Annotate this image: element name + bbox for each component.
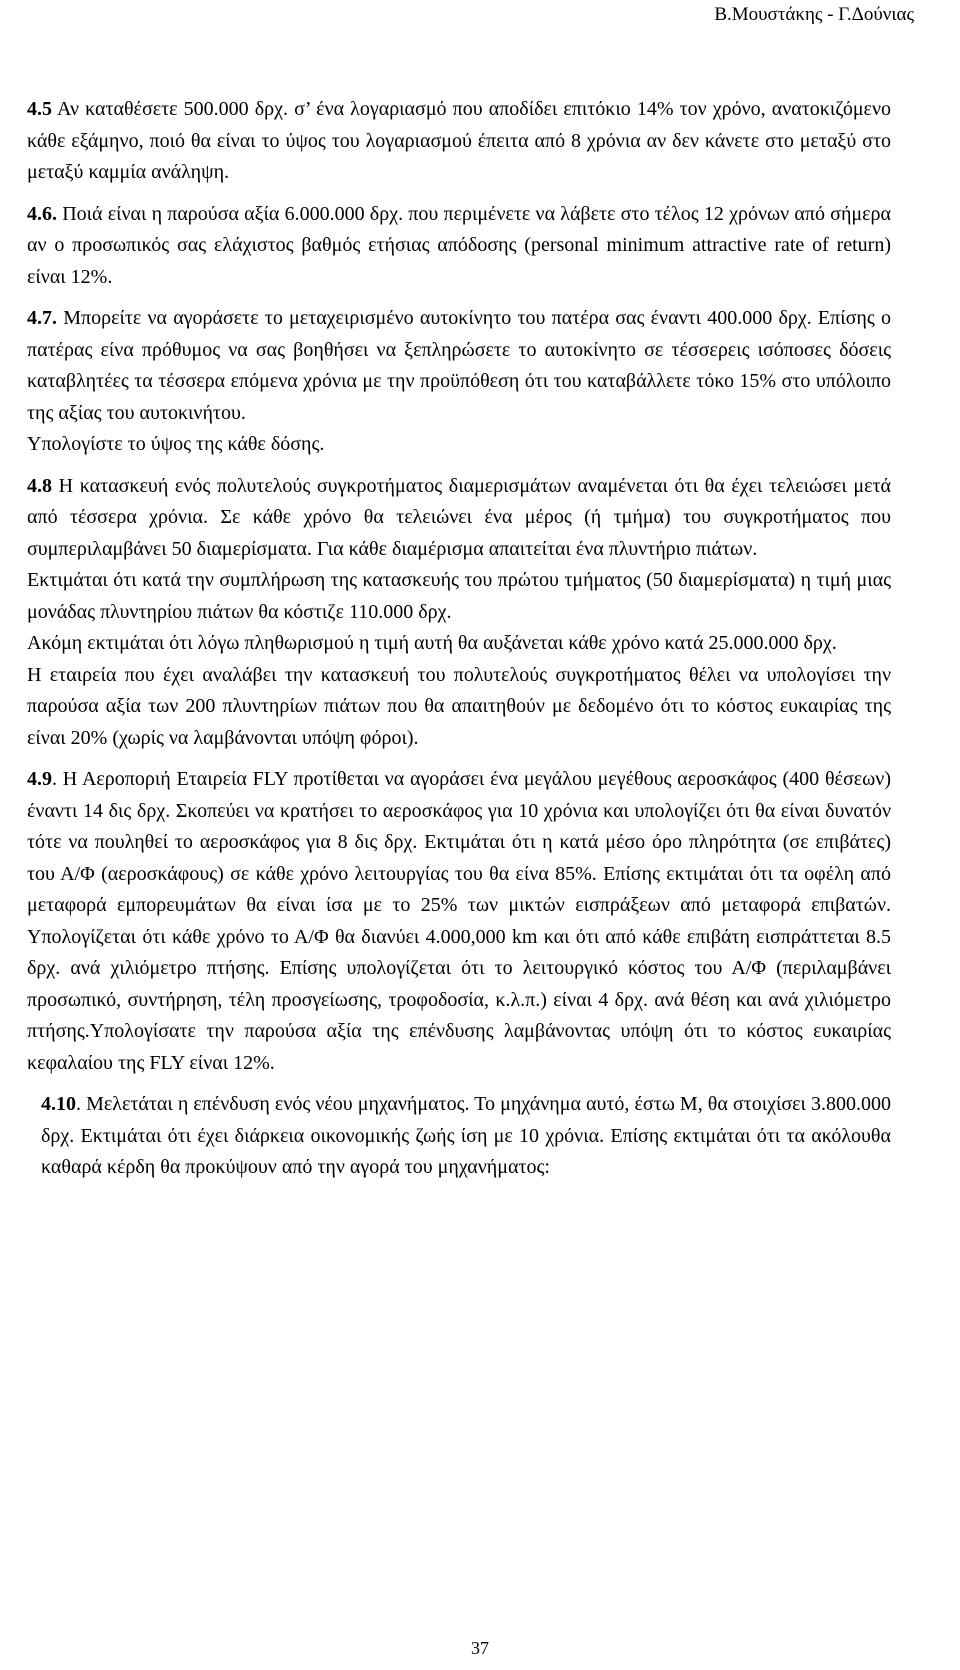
problem-text: Μπορείτε να αγοράσετε το μεταχειρισμένο αυτοκίνητο του πατέρα σας έναντι 400.000 δρχ. Επίσης ο πατέρας είνα πρόθυμος να σας βοηθήσει να ξεπληρώσετε το αυτοκίνητο σε τέσσερεις ισόποσες δόσεις καταβλητέες τα τέσσερα επόμενα χρόνια με την προϋπόθεση ότι του καταβάλλετε τόκο 15% στο υπόλοιπο της αξίας του αυτοκινήτου. <box>27 307 891 424</box>
problem-4-8 <box>27 471 891 566</box>
problem-4-10 <box>27 1089 891 1184</box>
problem-number: 4.6. <box>27 202 57 225</box>
problem-4-7 <box>27 303 891 429</box>
problem-text: . Η Αεροποριή Εταιρεία FLY προτίθεται να αγοράσει ένα μεγάλου μεγέθους αεροσκάφος (400 θέσεων) έναντι 14 δις δρχ. Σκοπεύει να κρατήσει το αεροσκάφος για 10 χρόνια και υπολογίζει ότι θα είναι δυνατόν τότε να πουληθεί το αεροσκάφος για 8 δις δρχ. Εκτιμάται ότι η κατά μέσο όρο πληρότητα (σε επιβάτες) του Α/Φ (αεροσκάφους) σε κάθε χρόνο λειτουργίας του θα είνα 85%. Επίσης εκτιμάται ότι τα οφέλη από μεταφορά εμπορευμάτων θα είναι ίσα με το 25% των μικτών εισπράξεων από μεταφορά επιβατών. Υπολογίζεται ότι κάθε χρόνο το Α/Φ θα διανύει 4.000,000 km και ότι από κάθε επιβάτη εισπράττεται 8.5 δρχ. ανά χιλιόμετρο πτήσης. Επίσης υπολογίζεται ότι το λειτουργικό κόστος του Α/Φ (περιλαμβάνει προσωπικό, συντήρηση, τέλη προσγείωσης, τροφοδοσία, κ.λ.π.) είναι 4 δρχ. ανά θέση και ανά χιλιόμετρο πτήσης.Υπολογίσατε την παρούσα αξία της επένδυσης λαμβάνοντας υπόψη ότι το κόστος ευκαιρίας κεφαλαίου της FLY είναι 12%. <box>27 768 891 1074</box>
document-body <box>27 94 891 1194</box>
problem-4-8-text-3: Ακόμη εκτιμάται ότι λόγω πληθωρισμού η τιμή αυτή θα αυξάνεται κάθε χρόνο κατά 25.000.000 δρχ. <box>27 632 837 654</box>
page-header-authors: Β.Μουστάκης - Γ.Δούνιας <box>714 4 914 25</box>
problem-4-7-question: Υπολογίστε το ύψος της κάθε δόσης. <box>27 433 325 455</box>
problem-number: 4.5 <box>27 98 52 120</box>
problem-4-8-text-2: Εκτιμάται ότι κατά την συμπλήρωση της κατασκευής του πρώτου τμήματος (50 διαμερίσματα) η τιμή μιας μονάδας πλυντηρίου πιάτων θα κόστιζε 110.000 δρχ. <box>27 569 891 623</box>
problem-number: 4.9 <box>27 768 52 790</box>
problem-text: Η κατασκευή ενός πολυτελούς συγκροτήματος διαμερισμάτων αναμένεται ότι θα έχει τελειώσει μετά από τέσσερα χρόνια. Σε κάθε χρόνο θα τελειώνει ένα μέρος (ή τμήμα) του συγκροτήματος που συμπεριλαμβάνει 50 διαμερίσματα. Για κάθε διαμέρισμα απαιτείται ένα πλυντήριο πιάτων. <box>27 474 891 560</box>
page-number: 37 <box>471 1638 489 1658</box>
problem-4-9 <box>27 764 891 1079</box>
problem-4-6 <box>27 199 891 294</box>
problem-number: 4.10 <box>41 1093 76 1115</box>
problem-number: 4.7. <box>27 307 57 329</box>
problem-text: . Μελετάται η επένδυση ενός νέου μηχανήματος. Το μηχάνημα αυτό, έστω Μ, θα στοιχίσει 3.800.000 δρχ. Εκτιμάται ότι έχει διάρκεια οικονομικής ζωής ίση με 10 χρόνια. Επίσης εκτιμάται ότι τα ακόλουθα καθαρά κέρδη θα προκύψουν από την αγορά του μηχανήματος: <box>41 1093 891 1178</box>
problem-4-5 <box>27 94 891 189</box>
problem-text: Ποιά είναι η παρούσα αξία 6.000.000 δρχ. που περιμένετε να λάβετε στο τέλος 12 χρόνων από σήμερα αν ο προσωπικός σας ελάχιστος βαθμός ετήσιας απόδοσης (personal minimum attractive rate of return) είναι 12%. <box>27 202 891 288</box>
problem-4-8-text-4: Η εταιρεία που έχει αναλάβει την κατασκευή του πολυτελούς συγκροτήματος θέλει να υπολογίσει την παρούσα αξία των 200 πλυντηρίων πιάτων που θα απαιτηθούν με δεδομένο ότι το κόστος ευκαιρίας της είναι 20% (χωρίς να λαμβάνονται υπόψη φόροι). <box>27 663 891 749</box>
problem-number: 4.8 <box>27 474 52 497</box>
problem-text: Αν καταθέσετε 500.000 δρχ. σ’ ένα λογαριασμό που αποδίδει επιτόκιο 14% τον χρόνο, ανατοκιζόμενο κάθε εξάμηνο, ποιό θα είναι το ύψος του λογαριασμού έπειτα από 8 χρόνια αν δεν κάνετε στο μεταξύ στο μεταξύ καμμία ανάληψη. <box>27 98 891 183</box>
